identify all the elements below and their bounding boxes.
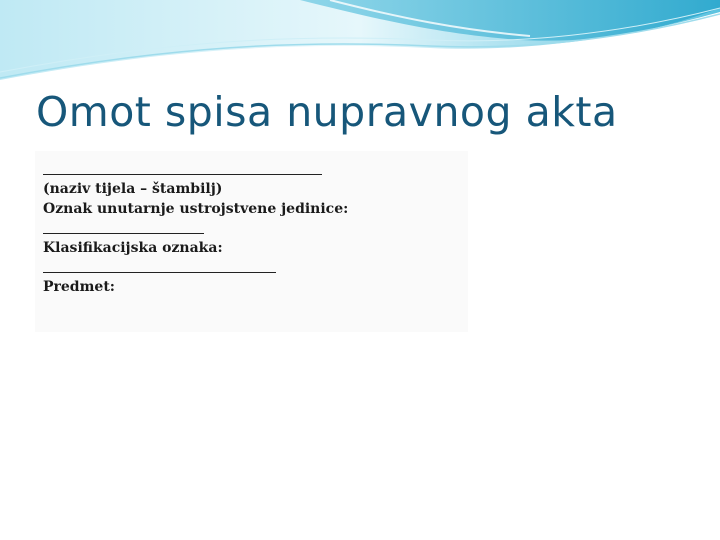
decorative-wave-banner bbox=[0, 0, 720, 90]
subject-label: Predmet: bbox=[43, 279, 115, 295]
classification-label: Klasifikacijska oznaka: bbox=[43, 240, 223, 256]
document-cover-form bbox=[43, 160, 348, 297]
slide-title: Omot spisa nupravnog akta bbox=[36, 88, 618, 136]
classification-blank-line bbox=[43, 258, 276, 273]
unit-blank-line bbox=[43, 219, 204, 234]
body-name-blank-line bbox=[43, 160, 322, 175]
body-name-label: (naziv tijela – štambilj) bbox=[43, 181, 223, 197]
unit-label: Oznak unutarnje ustrojstvene jedinice: bbox=[43, 201, 349, 217]
